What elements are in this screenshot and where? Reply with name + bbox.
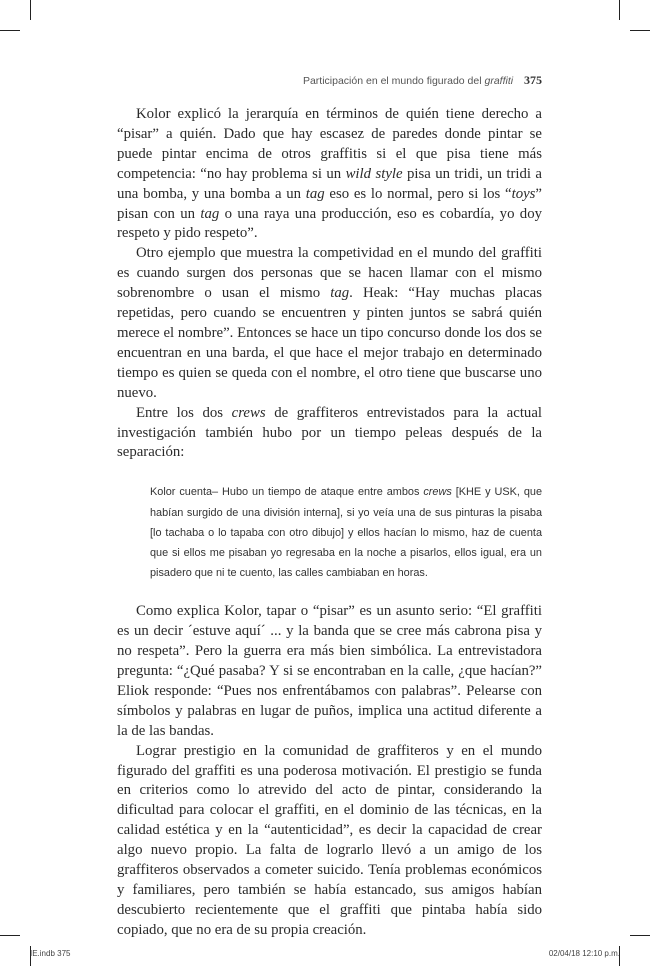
italic-term: wild style [345,165,403,182]
running-title-italic: graffiti [484,75,514,87]
block-quote: Kolor cuenta– Hubo un tiempo de ataque entre ambos crews [KHE y USK, que habían surgido de una división interna], si yo veía una de sus pinturas la pisaba [lo tachaba o lo tapaba con otro dibujo] y ellos hacían lo mismo, haz de cuenta que si ellos me pisaban yo regresaba en la noche a pisarlos, ellos igual, era un pisadero que ni te cuento, las calles cambiaban en horas. [150,486,542,580]
italic-term: tag [305,185,325,202]
page-number: 375 [524,73,542,87]
running-title: Participación en el mundo figurado del [302,75,485,87]
paragraph: Kolor explicó la jerarquía en términos de quién tiene derecho a “pisar” a quién. Dado que hay escasez de paredes donde pintar se puede pintar encima de otros graffitis si el que pisa tiene más competencia: “no hay problema si un wild style pisa un tridi, un tridi a una bomba, y una bomba a un tag eso es lo normal, pero si los “toys” pisan con un tag o una raya una producción, eso es cobardía, yo doy respeto y pido respeto”. [117,106,542,242]
italic-term: tag [330,285,350,302]
italic-term: crews [231,404,266,421]
paragraph: Lograr prestigio en la comunidad de graffiteros y en el mundo figurado del graffiti es una poderosa motivación. El prestigio se funda en criterios como lo atrevido del acto de pintar, considerando la dificultad para colocar el graffiti, en el dominio de las técnicas, en la calidad estética y en la “autenticidad”, es decir la capacidad de crear algo nuevo propio. La falta de lograrlo llevó a un amigo de los graffiteros observados a cometer suicido. Tenía problemas económicos y familiares, pero también se había estancado, sus amigos habían descubierto recientemente que el graffiti que pintaba había sido copiado, que no era de su propia creación. [117,742,542,938]
paragraph: Otro ejemplo que muestra la competividad en el mundo del graffiti es cuando surgen dos personas que se hacen llamar con el mismo sobrenombre o usan el mismo tag. Heak: “Hay muchas placas repetidas, pero cuando se encuentren y pinten juntos se sabrá quién merece el nombre”. Entonces se hace un tipo concurso donde los dos se encuentran en una barda, el que hace el mejor trabajo en determinado tiempo es quien se queda con el nombre, el otro tiene que buscarse uno nuevo. [117,245,542,401]
crop-mark [30,0,31,20]
italic-term: crews [423,486,452,499]
body-text [117,105,542,941]
italic-term: toys [511,185,536,202]
crop-mark [630,30,650,31]
crop-mark [0,30,20,31]
paragraph: Entre los dos crews de graffiteros entrevistados para la actual investigación también hubo por un tiempo peleas después de la separación: [117,404,543,461]
crop-mark [0,935,20,936]
crop-mark [630,935,650,936]
footer-date: 02/04/18 12:10 p.m. [548,949,620,958]
footer-file: IE.indb 375 [30,949,71,958]
paragraph: Como explica Kolor, tapar o “pisar” es un asunto serio: “El graffiti es un decir ´estuve aquí´ ... y la banda que se cree más cabrona pisa y no respeta”. Pero la guerra era más bien simbólica. La entrevistadora pregunta: “¿Qué pasaba? Y si se encontraban en la calle, ¿que hacían?” Eliok responde: “Pues nos enfrentábamos con palabras”. Pelearse con símbolos y palabras en lugar de puños, implica una actitud diferente a la de las bandas. [117,603,542,739]
italic-term: tag [200,205,220,222]
running-header [303,73,542,88]
crop-mark [619,0,620,20]
